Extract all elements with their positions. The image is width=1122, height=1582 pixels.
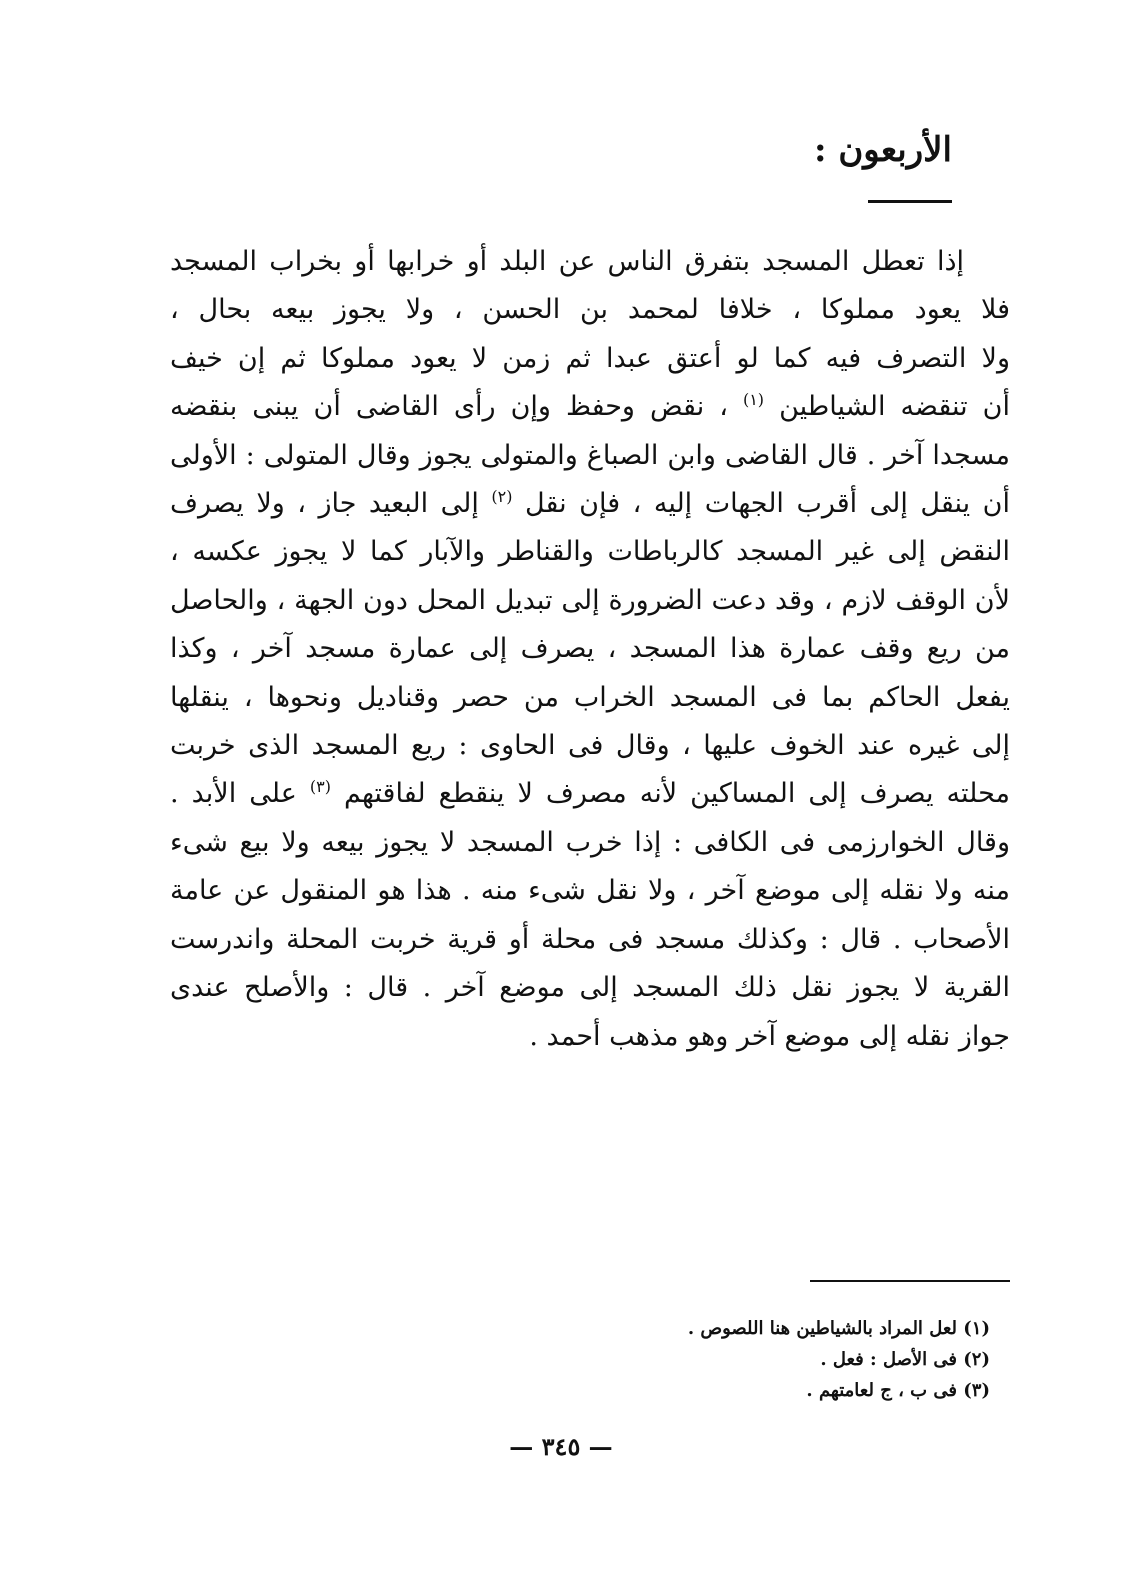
footnote-1: (١) لعل المراد بالشياطين هنا اللصوص .: [687, 1318, 990, 1339]
section-heading: الأربعون :: [813, 130, 952, 170]
page-number: — ٣٤٥ —: [509, 1432, 613, 1461]
body-line: [170, 383, 1010, 431]
body-line-part: أن ينقل إلى أقرب الجهات إليه ، فإن نقل: [525, 488, 1010, 520]
body-line: القرية لا يجوز نقل ذلك المسجد إلى موضع آخر . قال : والأصلح عندى: [170, 972, 1010, 1004]
body-line-part: على الأبد .: [170, 778, 297, 810]
body-line: منه ولا نقله إلى موضع آخر ، ولا نقل شىء منه . هذا هو المنقول عن عامة: [170, 875, 1010, 907]
footnote-2: (٢) فى الأصل : فعل .: [820, 1349, 990, 1370]
body-line: ولا التصرف فيه كما لو أعتق عبدا ثم زمن لا يعود مملوكا ثم إن خيف: [170, 342, 1010, 374]
footnote-3: (٣) فى ب ، ج لعامتهم .: [806, 1380, 990, 1401]
footnote-ref-3: (٣): [309, 777, 331, 797]
body-line: جواز نقله إلى موضع آخر وهو مذهب أحمد .: [529, 1020, 1010, 1052]
body-line: وقال الخوارزمى فى الكافى : إذا خرب المسجد لا يجوز بيعه ولا بيع شىء: [170, 826, 1010, 858]
body-line: [170, 480, 1010, 528]
body-line: يفعل الحاكم بما فى المسجد الخراب من حصر وقناديل ونحوها ، ينقلها: [170, 681, 1010, 713]
footnote-ref-2: (٢): [491, 487, 513, 507]
body-line: مسجدا آخر . قال القاضى وابن الصباغ والمتولى يجوز وقال المتولى : الأولى: [170, 439, 1010, 471]
body-line: فلا يعود مملوكا ، خلافا لمحمد بن الحسن ، ولا يجوز بيعه بحال ،: [170, 294, 1010, 326]
body-paragraph: [170, 238, 1010, 1061]
footnote-separator: [810, 1280, 1010, 1282]
body-line-part: محلته يصرف إلى المساكين لأنه مصرف لا ينقطع لفاقتهم: [344, 778, 1010, 810]
footnote-ref-1: (١): [742, 390, 765, 410]
body-line: النقض إلى غير المسجد كالرباطات والقناطر والآبار كما لا يجوز عكسه ،: [170, 536, 1010, 568]
body-line-part: أن تنقضه الشياطين: [779, 391, 1010, 423]
body-line: لأن الوقف لازم ، وقد دعت الضرورة إلى تبديل المحل دون الجهة ، والحاصل: [170, 584, 1010, 616]
body-line: الأصحاب . قال : وكذلك مسجد فى محلة أو قرية خربت المحلة واندرست: [170, 923, 1010, 955]
footnotes: [390, 1313, 990, 1406]
body-line-part: إلى البعيد جاز ، ولا يصرف: [170, 488, 479, 520]
body-line: من ريع وقف عمارة هذا المسجد ، يصرف إلى عمارة مسجد آخر ، وكذا: [170, 633, 1010, 665]
body-line: إلى غيره عند الخوف عليها ، وقال فى الحاوى : ريع المسجد الذى خربت: [170, 730, 1010, 762]
heading-underline: [868, 200, 952, 203]
body-line: إذا تعطل المسجد بتفرق الناس عن البلد أو خرابها أو بخراب المسجد: [170, 246, 964, 277]
body-line: [170, 770, 1010, 818]
body-line-part: ، نقض وحفظ وإن رأى القاضى أن يبنى بنقضه: [170, 391, 728, 423]
